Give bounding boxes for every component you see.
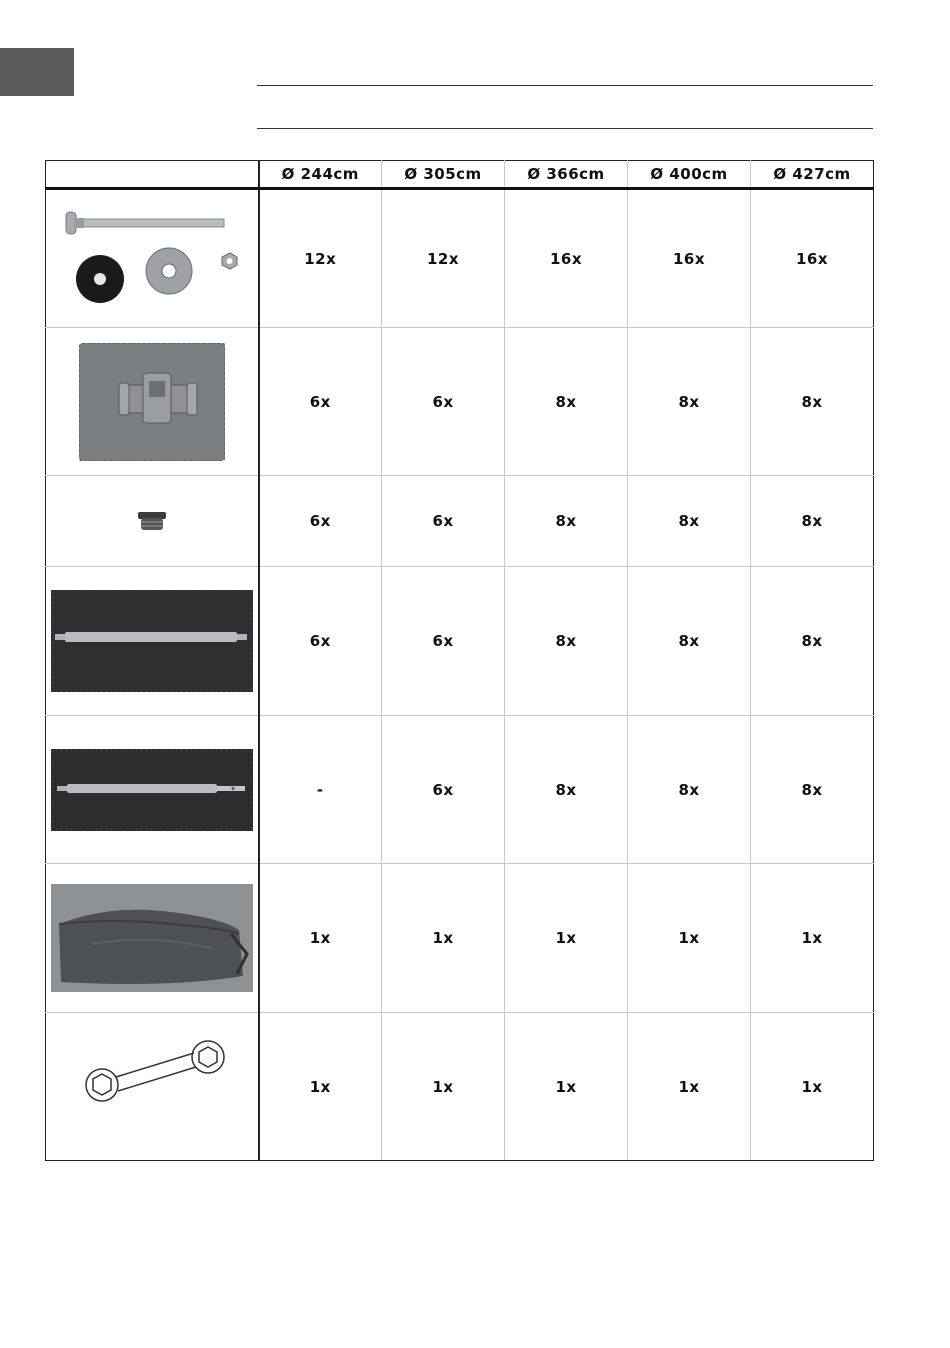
table-row xyxy=(46,189,874,328)
header-rule-bottom xyxy=(257,128,873,129)
quantity-cell: 16x xyxy=(751,189,874,328)
table-row xyxy=(46,476,874,567)
quantity-cell: 6x xyxy=(259,476,382,567)
quantity-cell: 1x xyxy=(751,864,874,1013)
quantity-cell: 1x xyxy=(628,864,751,1013)
quantity-cell: 6x xyxy=(382,567,505,716)
t-connector-icon xyxy=(79,343,225,461)
quantity-cell: 6x xyxy=(382,476,505,567)
part-image-cell xyxy=(46,328,259,476)
quantity-cell: 1x xyxy=(628,1013,751,1161)
table-row xyxy=(46,716,874,864)
table-header-row xyxy=(46,161,874,189)
quantity-cell: 12x xyxy=(259,189,382,328)
quantity-cell: 6x xyxy=(259,328,382,476)
quantity-cell: 8x xyxy=(505,476,628,567)
quantity-cell: 8x xyxy=(751,567,874,716)
table-row xyxy=(46,328,874,476)
quantity-cell: 1x xyxy=(505,864,628,1013)
pole-a-icon xyxy=(51,590,253,692)
quantity-cell: 8x xyxy=(751,716,874,864)
header-size: Ø 244cm xyxy=(259,161,382,189)
part-image-cell xyxy=(46,1013,259,1161)
quantity-cell: 1x xyxy=(505,1013,628,1161)
quantity-cell: 12x xyxy=(382,189,505,328)
quantity-cell: 8x xyxy=(505,567,628,716)
corner-tab xyxy=(0,48,74,96)
header-size: Ø 305cm xyxy=(382,161,505,189)
quantity-cell: 8x xyxy=(628,476,751,567)
pole-b-icon xyxy=(51,749,253,831)
part-image-cell xyxy=(46,476,259,567)
quantity-cell: 1x xyxy=(382,864,505,1013)
quantity-cell: 8x xyxy=(751,476,874,567)
quantity-cell: 6x xyxy=(382,716,505,864)
header-size: Ø 366cm xyxy=(505,161,628,189)
quantity-cell: 8x xyxy=(628,567,751,716)
table-row xyxy=(46,864,874,1013)
table-row xyxy=(46,567,874,716)
quantity-cell: 6x xyxy=(382,328,505,476)
quantity-cell: 8x xyxy=(751,328,874,476)
wrench-icon xyxy=(72,1027,232,1107)
quantity-cell: 1x xyxy=(751,1013,874,1161)
quantity-cell: 1x xyxy=(259,864,382,1013)
bolt-washer-nut-icon xyxy=(52,204,252,314)
part-image-cell xyxy=(46,864,259,1013)
table-row xyxy=(46,1013,874,1161)
end-cap-icon xyxy=(132,506,172,536)
header-size: Ø 427cm xyxy=(751,161,874,189)
header-empty-cell xyxy=(46,161,259,189)
quantity-cell: - xyxy=(259,716,382,864)
part-image-cell xyxy=(46,189,259,328)
quantity-cell: 8x xyxy=(628,716,751,864)
quantity-cell: 16x xyxy=(505,189,628,328)
parts-table xyxy=(45,160,874,1161)
quantity-cell: 8x xyxy=(505,328,628,476)
quantity-cell: 1x xyxy=(382,1013,505,1161)
quantity-cell: 1x xyxy=(259,1013,382,1161)
quantity-cell: 8x xyxy=(628,328,751,476)
part-image-cell xyxy=(46,567,259,716)
header-size: Ø 400cm xyxy=(628,161,751,189)
quantity-cell: 6x xyxy=(259,567,382,716)
quantity-cell: 16x xyxy=(628,189,751,328)
safety-net-icon xyxy=(51,884,253,992)
quantity-cell: 8x xyxy=(505,716,628,864)
part-image-cell xyxy=(46,716,259,864)
header-rule-top xyxy=(257,85,873,86)
